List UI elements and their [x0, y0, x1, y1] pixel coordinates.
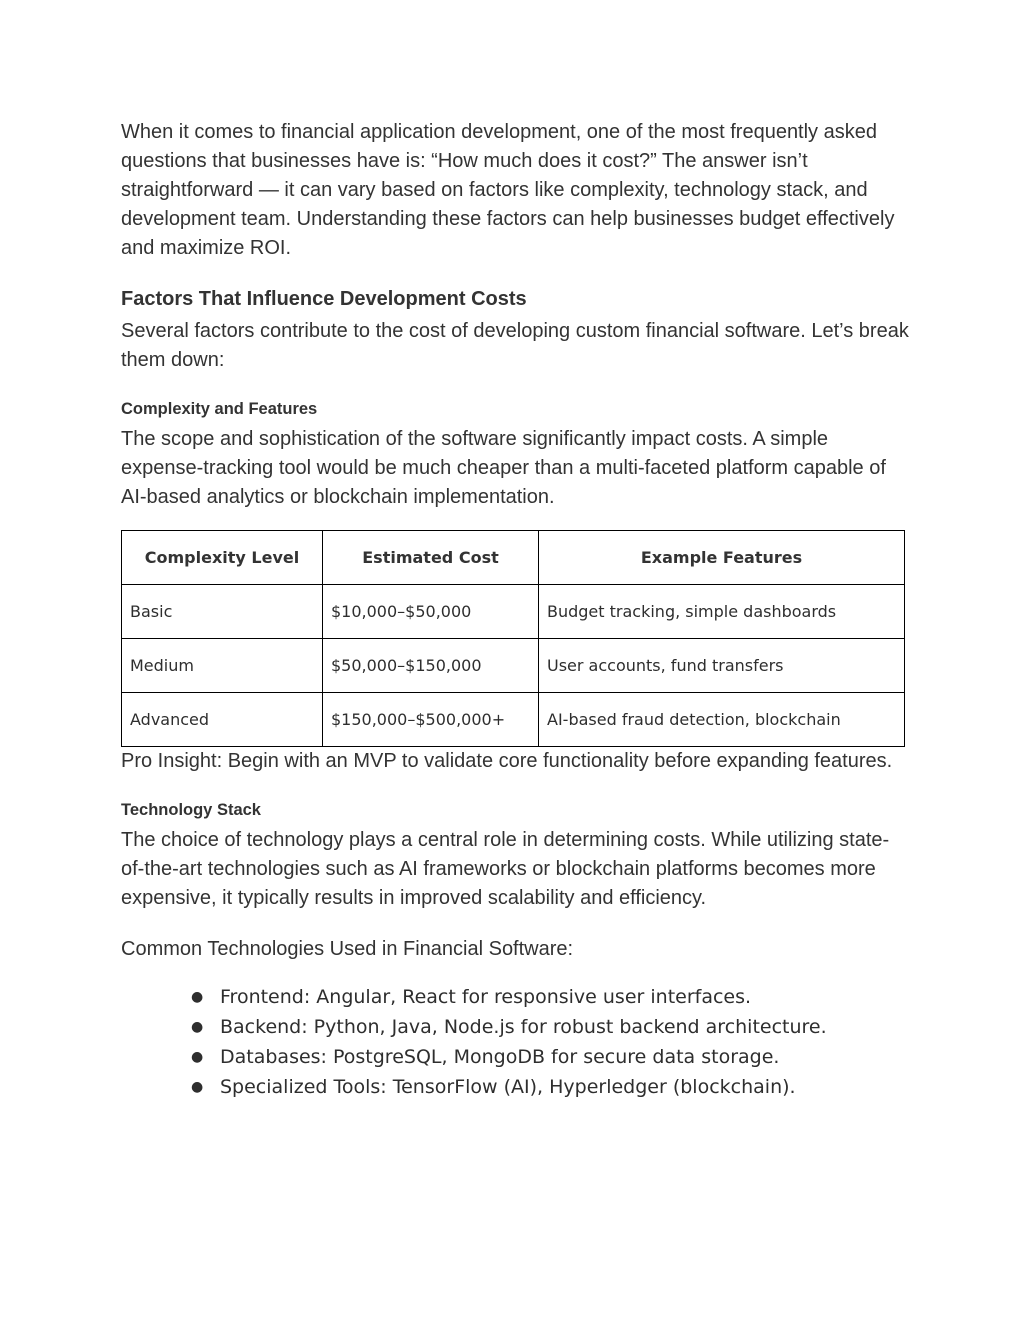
technology-paragraph: The choice of technology plays a central role in determining costs. While utilizing state-of-the-art technologies such as AI frameworks or blockchain platforms becomes more expensive, it typically results in improved scalability and efficiency. [121, 829, 890, 909]
bullet-icon: ● [191, 1049, 204, 1065]
table-cell: $10,000–$50,000 [323, 585, 539, 639]
list-item-text: Databases: PostgreSQL, MongoDB for secure data storage. [220, 1046, 780, 1068]
factors-heading: Factors That Influence Development Costs [121, 288, 527, 310]
technology-heading: Technology Stack [121, 801, 261, 819]
table-cell: $50,000–$150,000 [323, 639, 539, 693]
list-item [191, 1072, 911, 1102]
technology-list-intro: Common Technologies Used in Financial Software: [121, 938, 574, 960]
table-cell: $150,000–$500,000+ [323, 693, 539, 747]
table-header-cell: Complexity Level [122, 531, 323, 585]
table-cell: Medium [122, 639, 323, 693]
intro-paragraph: When it comes to financial application development, one of the most frequently asked questions that businesses have is: “How much does it cost?” The answer isn’t straightforward — it can vary based on factors like complexity, technology stack, and development team. Understanding these factors can help businesses budget effectively and maximize ROI. [121, 121, 895, 259]
list-item-text: Specialized Tools: TensorFlow (AI), Hyperledger (blockchain). [220, 1076, 796, 1098]
factors-paragraph: Several factors contribute to the cost of developing custom financial software. Let’s break them down: [121, 320, 909, 371]
table-header-cell: Example Features [539, 531, 905, 585]
complexity-heading: Complexity and Features [121, 400, 318, 418]
table-row [122, 585, 905, 639]
table-row [122, 639, 905, 693]
table-header-row [122, 531, 905, 585]
table-row [122, 693, 905, 747]
list-item [191, 1042, 911, 1072]
bullet-icon: ● [191, 1079, 204, 1095]
pro-insight-paragraph: Pro Insight: Begin with an MVP to validate core functionality before expanding features. [121, 750, 893, 772]
table-cell: AI-based fraud detection, blockchain [539, 693, 905, 747]
table-cell: User accounts, fund transfers [539, 639, 905, 693]
table-cell: Advanced [122, 693, 323, 747]
table-header-cell: Estimated Cost [323, 531, 539, 585]
complexity-paragraph: The scope and sophistication of the software significantly impact costs. A simple expense-tracking tool would be much cheaper than a multi-faceted platform capable of AI-based analytics or blockchain implementation. [121, 428, 886, 508]
technology-list [121, 982, 911, 1102]
bullet-icon: ● [191, 989, 204, 1005]
document-page [121, 118, 911, 1102]
list-item [191, 982, 911, 1012]
table-cell: Budget tracking, simple dashboards [539, 585, 905, 639]
table-cell: Basic [122, 585, 323, 639]
complexity-cost-table [121, 530, 905, 747]
bullet-icon: ● [191, 1019, 204, 1035]
list-item-text: Frontend: Angular, React for responsive user interfaces. [220, 986, 752, 1008]
list-item [191, 1012, 911, 1042]
list-item-text: Backend: Python, Java, Node.js for robust backend architecture. [220, 1016, 827, 1038]
